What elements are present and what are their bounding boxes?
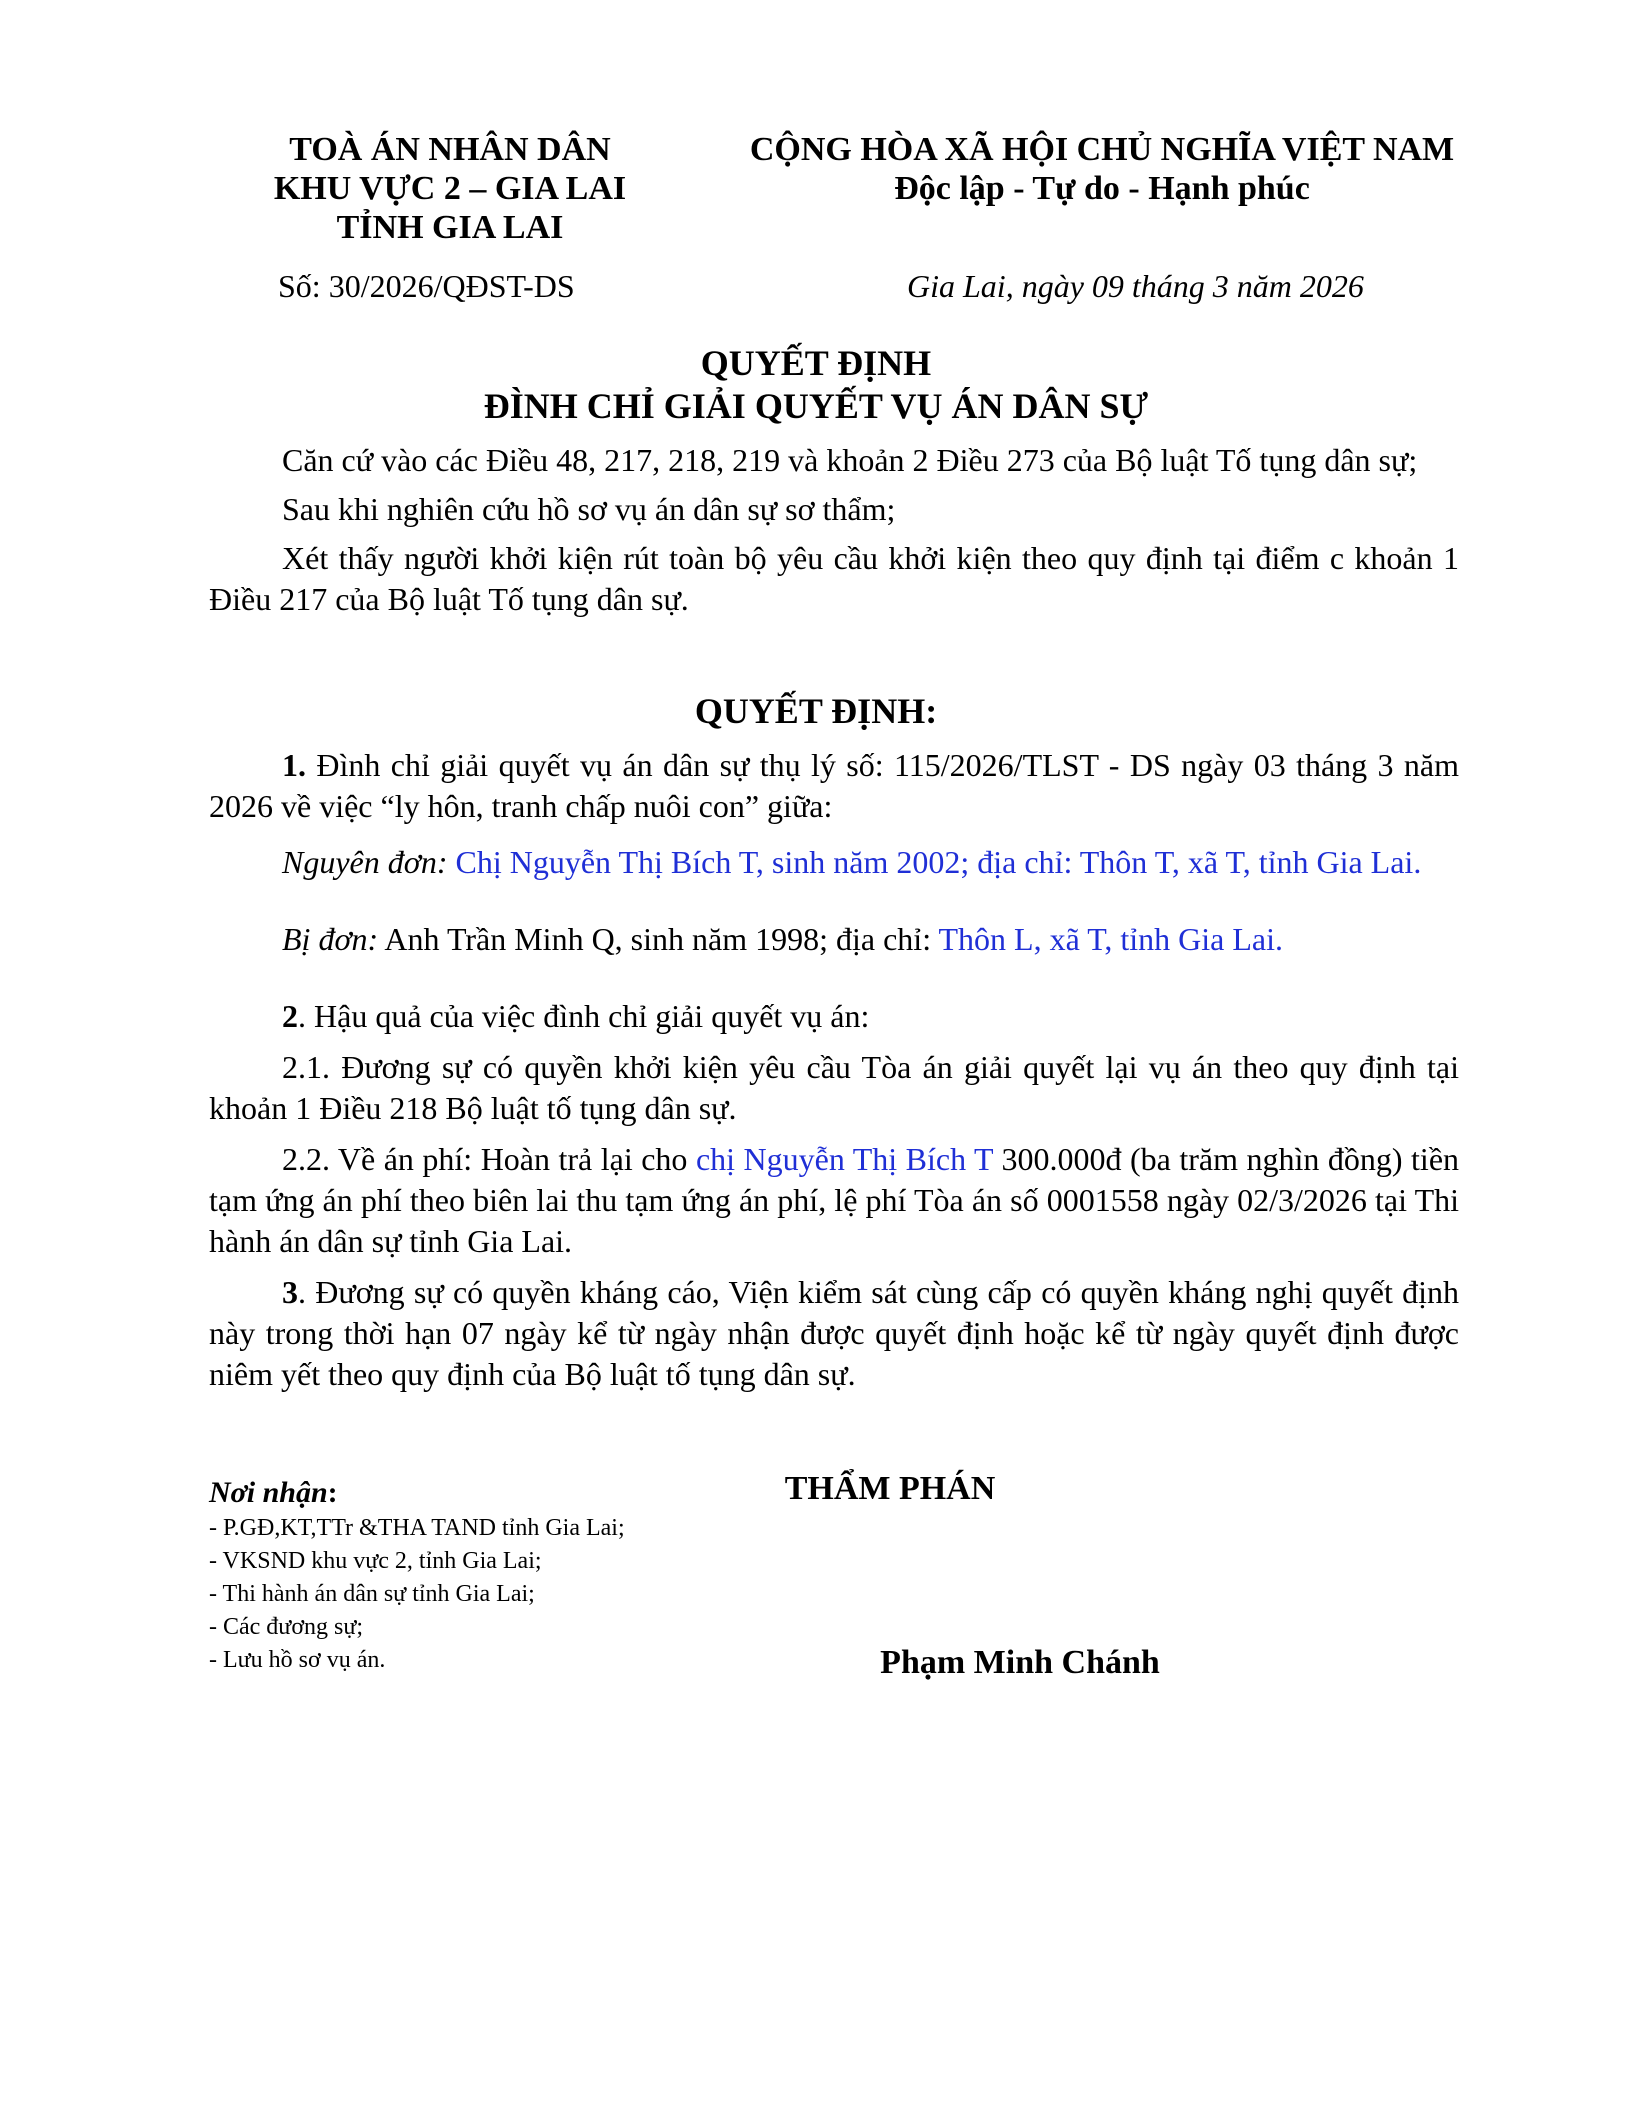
defendant (209, 919, 1459, 960)
national-motto: Độc lập - Tự do - Hạnh phúc (894, 170, 1310, 207)
item-1 (209, 745, 1459, 827)
item-3 (209, 1272, 1459, 1395)
item-1-text: Đình chỉ giải quyết vụ án dân sự thụ lý số: 115/2026/TLST - DS ngày 03 tháng 3 năm 2026 về việc “ly hôn, tranh chấp nuôi con” giữa: (209, 747, 1459, 824)
item-2-text: . Hậu quả của việc đình chỉ giải quyết vụ án: (298, 998, 870, 1034)
place-date: Gia Lai, ngày 09 tháng 3 năm 2026 (907, 268, 1364, 304)
plaintiff-label: Nguyên đơn: (282, 844, 448, 880)
recipients-colon: : (327, 1476, 338, 1509)
preamble (209, 440, 1459, 620)
court-header (240, 130, 660, 247)
item-3-number: 3 (282, 1274, 298, 1310)
recipients-block (209, 1474, 625, 1677)
basis-paragraph-1: Căn cứ vào các Điều 48, 217, 218, 219 và khoản 2 Điều 273 của Bộ luật Tố tụng dân sự; (282, 442, 1418, 478)
recipient-1: - P.GĐ,KT,TTr &THA TAND tỉnh Gia Lai; (209, 1515, 625, 1541)
judge-name: Phạm Minh Chánh (880, 1644, 1160, 1681)
court-province: TỈNH GIA LAI (336, 209, 564, 246)
court-area: KHU VỰC 2 – GIA LAI (273, 170, 627, 207)
item-2-1: 2.1. Đương sự có quyền khởi kiện yêu cầu Tòa án giải quyết lại vụ án theo quy định tại khoản 1 Điều 218 Bộ luật tố tụng dân sự. (209, 1049, 1459, 1126)
item-2-2 (209, 1139, 1459, 1262)
national-header (712, 130, 1492, 208)
recipient-4: - Các đương sự; (209, 1614, 364, 1640)
recipient-5: - Lưu hồ sơ vụ án. (209, 1647, 386, 1673)
court-name: TOÀ ÁN NHÂN DÂN (289, 131, 611, 168)
decision-heading: QUYẾT ĐỊNH: (694, 691, 938, 731)
decision-body (209, 745, 1459, 1395)
plaintiff-text: Chị Nguyễn Thị Bích T, sinh năm 2002; địa chỉ: Thôn T, xã T, tỉnh Gia Lai. (447, 844, 1422, 880)
defendant-text: Anh Trần Minh Q, sinh năm 1998; địa chỉ: (378, 921, 939, 957)
recipients-title-text: Nơi nhận (209, 1476, 328, 1509)
item-3-text: . Đương sự có quyền kháng cáo, Viện kiểm sát cùng cấp có quyền kháng nghị quyết định này trong thời hạn 07 ngày kể từ ngày nhận được quyết định hoặc kể từ ngày quyết định được niêm yết theo quy định của Bộ luật tố tụng dân sự. (209, 1274, 1459, 1392)
defendant-address: Thôn L, xã T, tỉnh Gia Lai. (938, 921, 1284, 957)
item-2-2-rest: 300.000đ (ba trăm nghìn đồng) tiền tạm ứng án phí theo biên lai thu tạm ứng án phí, lệ phí Tòa án số 0001558 ngày 02/3/2026 tại Thi hành án dân sự tỉnh Gia Lai. (209, 1141, 1460, 1259)
plaintiff (209, 839, 1459, 885)
judge-title: THẨM PHÁN (784, 1470, 996, 1507)
item-2-2-lead: 2.2. Về án phí: Hoàn trả lại cho (282, 1141, 696, 1177)
recipient-2: - VKSND khu vực 2, tỉnh Gia Lai; (209, 1548, 542, 1574)
recipient-3: - Thi hành án dân sự tỉnh Gia Lai; (209, 1581, 535, 1607)
basis-paragraph-2: Sau khi nghiên cứu hồ sơ vụ án dân sự sơ thẩm; (282, 491, 896, 527)
national-title: CỘNG HÒA XÃ HỘI CHỦ NGHĨA VIỆT NAM (749, 131, 1455, 168)
recipients-title (209, 1474, 625, 1512)
document-title: QUYẾT ĐỊNH (700, 343, 932, 383)
document-subtitle: ĐÌNH CHỈ GIẢI QUYẾT VỤ ÁN DÂN SỰ (483, 386, 1149, 426)
defendant-label: Bị đơn: (282, 921, 379, 957)
item-1-number: 1. (282, 747, 306, 783)
basis-paragraph-3: Xét thấy người khởi kiện rút toàn bộ yêu cầu khởi kiện theo quy định tại điểm c khoản 1 Điều 217 của Bộ luật Tố tụng dân sự. (209, 540, 1459, 617)
item-2-2-name: chị Nguyễn Thị Bích T (695, 1141, 994, 1177)
item-2-number: 2 (282, 998, 298, 1034)
item-2 (209, 996, 1459, 1037)
document-number: Số: 30/2026/QĐST-DS (278, 268, 575, 304)
